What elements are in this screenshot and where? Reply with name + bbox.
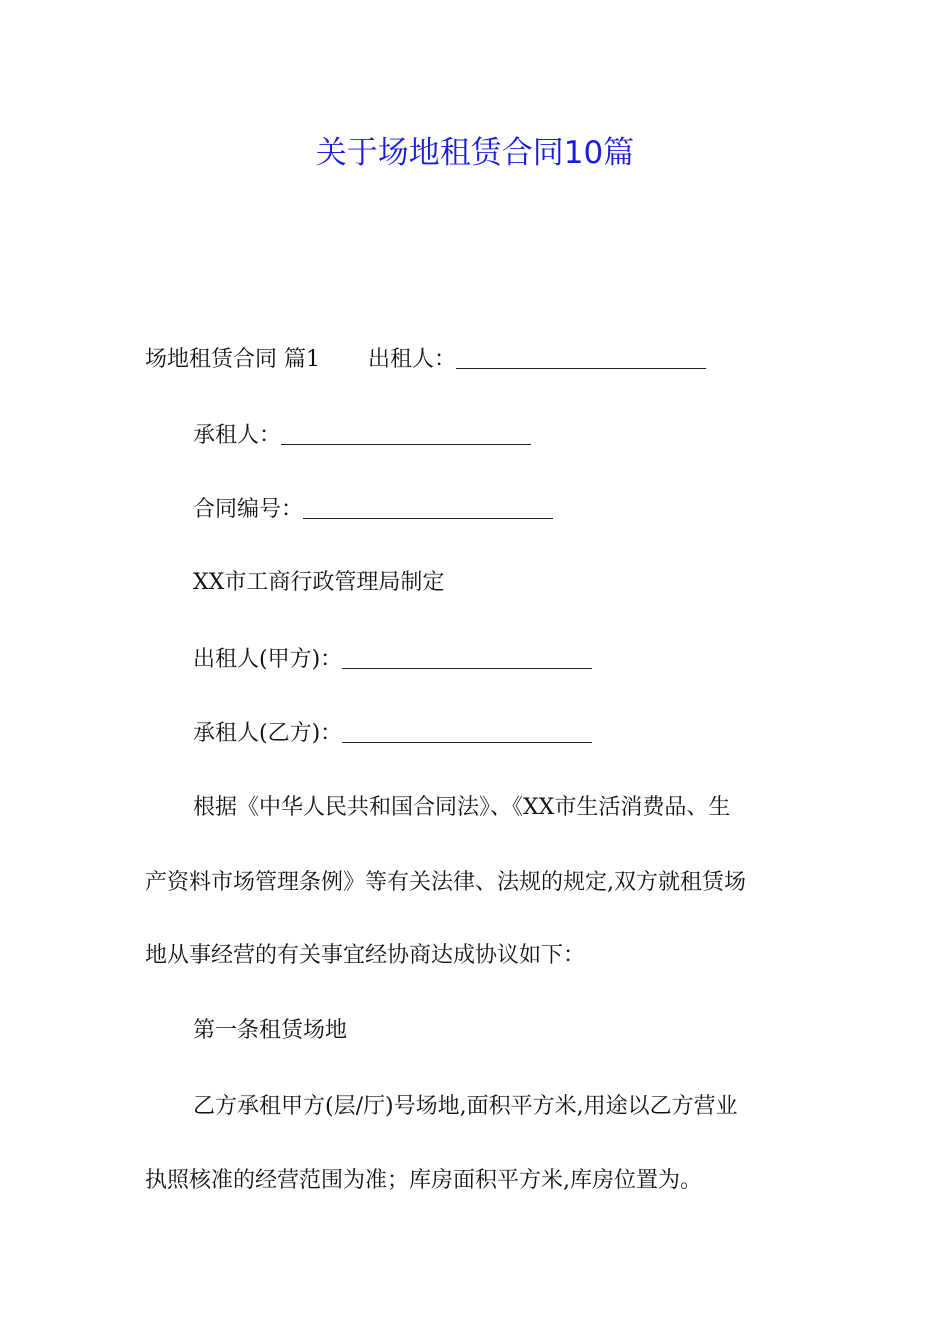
issuer-line: XX市工商行政管理局制定 bbox=[193, 570, 445, 595]
contract-no-label: 合同编号： bbox=[193, 497, 304, 522]
paragraph-1-line-1: 根据《中华人民共和国合同法》、《XX市生活消费品、生 bbox=[193, 795, 731, 820]
article-1-heading: 第一条租赁场地 bbox=[193, 1018, 348, 1043]
paragraph-2-line-1: 乙方承租甲方(层/厅)号场地,面积平方米,用途以乙方营业 bbox=[193, 1094, 738, 1119]
lessor-a-label: 出租人(甲方)： bbox=[193, 647, 343, 672]
lessor-blank bbox=[456, 348, 706, 369]
lessor-a-blank bbox=[342, 648, 592, 669]
lessee-blank bbox=[281, 424, 531, 445]
paragraph-1-line-2: 产资料市场管理条例》等有关法律、法规的规定,双方就租赁场 bbox=[145, 870, 746, 895]
lessee-b-line bbox=[193, 719, 592, 749]
header-line bbox=[145, 345, 706, 375]
lessee-label: 承租人： bbox=[193, 423, 282, 448]
lessor-label: 出租人： bbox=[368, 347, 457, 372]
page-title: 关于场地租赁合同10篇 bbox=[315, 135, 635, 171]
contract-no-line bbox=[193, 495, 553, 525]
lessor-a-line bbox=[193, 645, 592, 675]
lessee-b-blank bbox=[342, 722, 592, 743]
contract-no-blank bbox=[303, 498, 553, 519]
lessee-line bbox=[193, 421, 531, 451]
lessee-b-label: 承租人(乙方)： bbox=[193, 721, 343, 746]
paragraph-2-line-2: 执照核准的经营范围为准；库房面积平方米,库房位置为。 bbox=[145, 1168, 702, 1193]
section-heading: 场地租赁合同 篇1 bbox=[145, 347, 320, 372]
paragraph-1-line-3: 地从事经营的有关事宜经协商达成协议如下： bbox=[145, 943, 586, 968]
